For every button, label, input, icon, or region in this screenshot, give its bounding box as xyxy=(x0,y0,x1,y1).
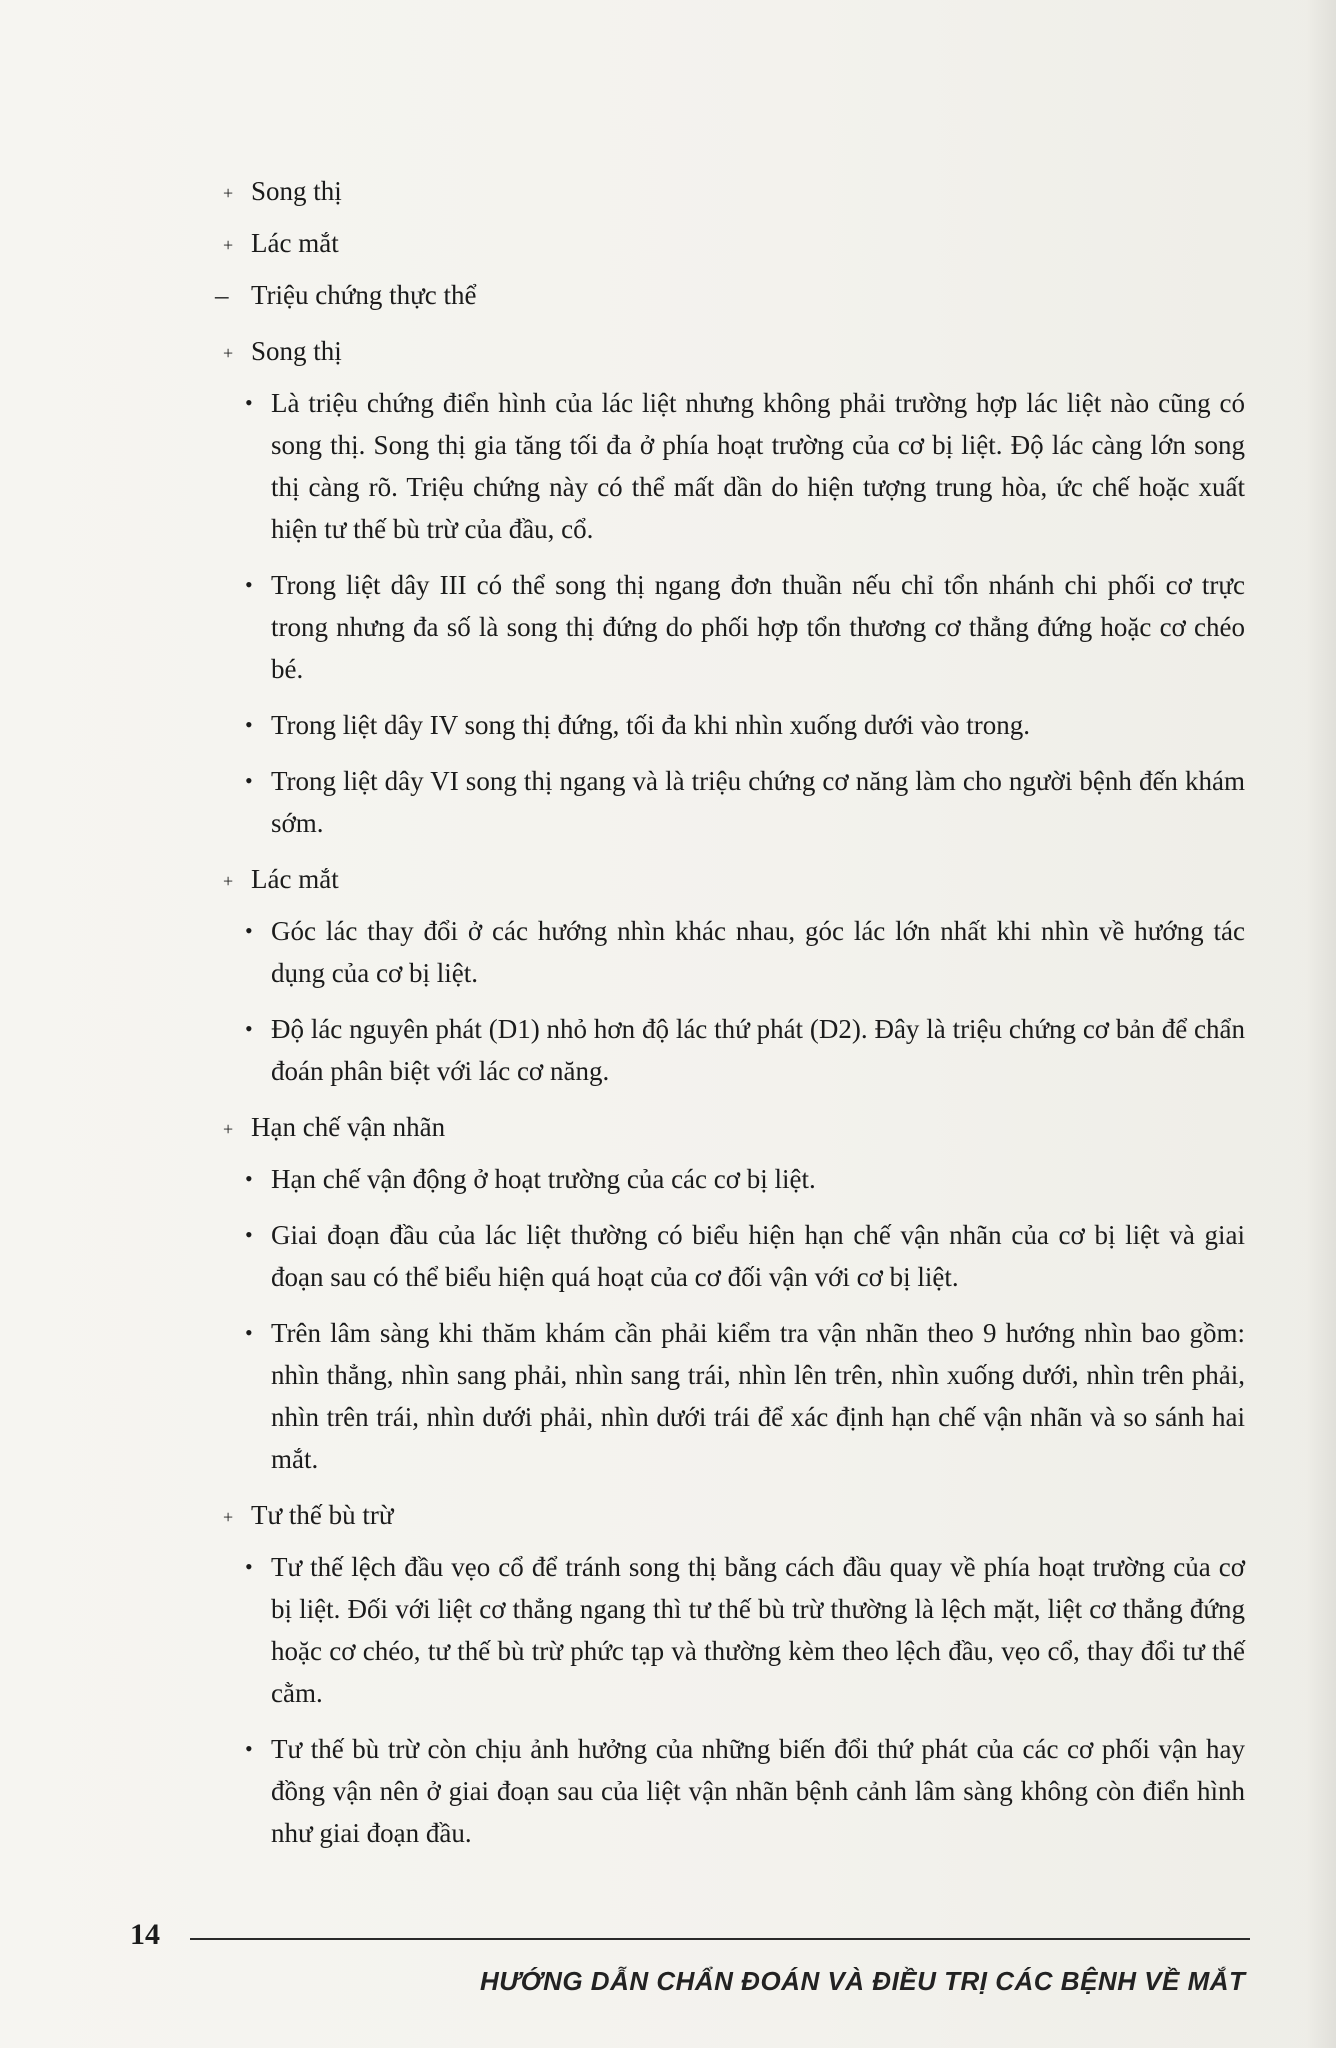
item-text: Triệu chứng thực thể xyxy=(251,280,477,310)
plus-item xyxy=(215,858,1245,900)
bullet-item xyxy=(215,1312,1245,1480)
bullet-item xyxy=(215,1008,1245,1092)
page-number: 14 xyxy=(130,1918,160,1951)
item-text: Lác mắt xyxy=(251,228,339,258)
item-text: Song thị xyxy=(251,176,342,206)
plus-mark: + xyxy=(223,1507,234,1527)
plus-item xyxy=(215,170,1245,212)
item-text: Giai đoạn đầu của lác liệt thường có biểu hiện hạn chế vận nhãn của cơ bị liệt và giai đoạn sau có thể biểu hiện quá hoạt của cơ đối vận với cơ bị liệt. xyxy=(271,1220,1245,1292)
plus-item xyxy=(215,330,1245,372)
item-text: Hạn chế vận nhãn xyxy=(251,1112,446,1142)
plus-mark: + xyxy=(223,1119,234,1139)
bullet-item xyxy=(215,382,1245,550)
running-title: HƯỚNG DẪN CHẨN ĐOÁN VÀ ĐIỀU TRỊ CÁC BỆNH VỀ MẮT xyxy=(480,1966,1246,1996)
plus-item xyxy=(215,222,1245,264)
item-text: Trong liệt dây IV song thị đứng, tối đa khi nhìn xuống dưới vào trong. xyxy=(271,710,1031,740)
item-text: Là triệu chứng điển hình của lác liệt nhưng không phải trường hợp lác liệt nào cũng có song thị. Song thị gia tăng tối đa ở phía hoạt trường của cơ bị liệt. Độ lác càng lớn song thị càng rõ. Triệu chứng này có thể mất dần do hiện tượng trung hòa, ức chế hoặc xuất hiện tư thế bù trừ của đầu, cổ. xyxy=(271,388,1245,544)
footer-rule xyxy=(190,1938,1250,1940)
bullet-item xyxy=(215,1214,1245,1298)
bullet-mark: • xyxy=(245,1016,253,1041)
item-text: Song thị xyxy=(251,336,342,366)
bullet-mark: • xyxy=(245,1736,253,1761)
bullet-item xyxy=(215,1546,1245,1714)
bullet-mark: • xyxy=(245,390,253,415)
bullet-mark: • xyxy=(245,1320,253,1345)
bullet-item xyxy=(215,1158,1245,1200)
item-text: Hạn chế vận động ở hoạt trường của các cơ bị liệt. xyxy=(271,1164,816,1194)
item-text: Tư thế lệch đầu vẹo cổ để tránh song thị bằng cách đầu quay về phía hoạt trường của cơ bị liệt. Đối với liệt cơ thẳng ngang thì tư thế bù trừ thường là lệch mặt, liệt cơ thẳng đứng hoặc cơ chéo, tư thế bù trừ phức tạp và thường kèm theo lệch đầu, vẹo cổ, thay đổi tư thế cằm. xyxy=(271,1552,1245,1708)
dash-item xyxy=(215,274,1245,316)
plus-mark: + xyxy=(223,183,234,203)
bullet-mark: • xyxy=(245,1166,253,1191)
item-text: Tư thế bù trừ còn chịu ảnh hưởng của những biến đổi thứ phát của các cơ phối vận hay đồng vận nên ở giai đoạn sau của liệt vận nhãn bệnh cảnh lâm sàng không còn điển hình như giai đoạn đầu. xyxy=(271,1734,1245,1848)
item-text: Trong liệt dây VI song thị ngang và là triệu chứng cơ năng làm cho người bệnh đến khám sớm. xyxy=(271,766,1245,838)
bullet-mark: • xyxy=(245,918,253,943)
item-text: Lác mắt xyxy=(251,864,339,894)
bullet-mark: • xyxy=(245,1554,253,1579)
bullet-item xyxy=(215,910,1245,994)
bullet-item xyxy=(215,760,1245,844)
plus-item xyxy=(215,1494,1245,1536)
plus-mark: + xyxy=(223,343,234,363)
item-text: Góc lác thay đổi ở các hướng nhìn khác nhau, góc lác lớn nhất khi nhìn về hướng tác dụng của cơ bị liệt. xyxy=(271,916,1245,988)
bullet-item xyxy=(215,704,1245,746)
bullet-item xyxy=(215,1728,1245,1854)
page-body xyxy=(215,170,1245,1868)
bullet-item xyxy=(215,564,1245,690)
plus-mark: + xyxy=(223,235,234,255)
bullet-mark: • xyxy=(245,1222,253,1247)
dash-mark: – xyxy=(215,280,229,310)
item-text: Tư thế bù trừ xyxy=(251,1500,394,1530)
page-edge-shadow xyxy=(1306,0,1336,2048)
bullet-mark: • xyxy=(245,768,253,793)
bullet-mark: • xyxy=(245,712,253,737)
item-text: Trong liệt dây III có thể song thị ngang đơn thuần nếu chỉ tổn nhánh chi phối cơ trực trong nhưng đa số là song thị đứng do phối hợp tổn thương cơ thẳng đứng hoặc cơ chéo bé. xyxy=(271,570,1245,684)
plus-mark: + xyxy=(223,871,234,891)
item-text: Độ lác nguyên phát (D1) nhỏ hơn độ lác thứ phát (D2). Đây là triệu chứng cơ bản để chẩn đoán phân biệt với lác cơ năng. xyxy=(271,1014,1245,1086)
plus-item xyxy=(215,1106,1245,1148)
bullet-mark: • xyxy=(245,572,253,597)
item-text: Trên lâm sàng khi thăm khám cần phải kiểm tra vận nhãn theo 9 hướng nhìn bao gồm: nhìn thẳng, nhìn sang phải, nhìn sang trái, nhìn lên trên, nhìn xuống dưới, nhìn trên phải, nhìn trên trái, nhìn dưới phải, nhìn dưới trái để xác định hạn chế vận nhãn và so sánh hai mắt. xyxy=(271,1318,1245,1474)
